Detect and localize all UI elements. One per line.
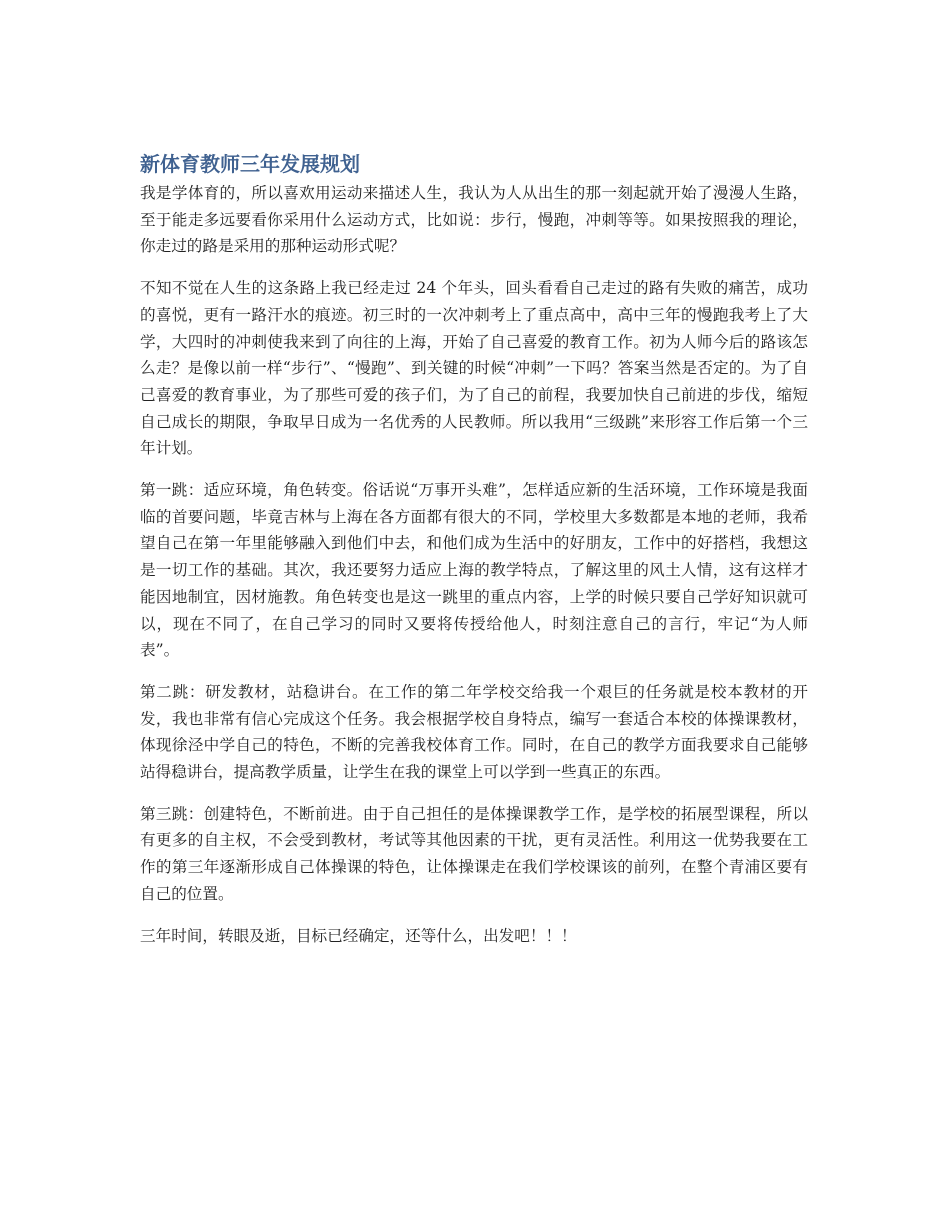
- paragraph-first-jump: 第一跳：适应环境，角色转变。俗话说“万事开头难”，怎样适应新的生活环境，工作环境是我面临的首要问题，毕竟吉林与上海在各方面都有很大的不同，学校里大多数都是本地的老师，我希望自己在第一年里能够融入到他们中去，和他们成为生活中的好朋友，工作中的好搭档，我想这是一切工作的基础。其次，我还要努力适应上海的教学特点，了解这里的风土人情，这有这样才能因地制宜，因材施教。角色转变也是这一跳里的重点内容，上学的时候只要自己学好知识就可以，现在不同了，在自己学习的同时又要将传授给他人，时刻注意自己的言行，牢记“为人师表”。: [140, 481, 808, 660]
- paragraph-background: 不知不觉在人生的这条路上我已经走过 24 个年头，回头看看自己走过的路有失败的痛苦，成功的喜悦，更有一路汗水的痕迹。初三时的一次冲刺考上了重点高中，高中三年的慢跑我考上了大学，大四时的冲刺使我来到了向往的上海，开始了自己喜爱的教育工作。初为人师今后的路该怎么走？是像以前一样“步行”、“慢跑”、到关键的时候“冲刺”一下吗？答案当然是否定的。为了自己喜爱的教育事业，为了那些可爱的孩子们，为了自己的前程，我要加快自己前进的步伐，缩短自己成长的期限，争取早日成为一名优秀的人民教师。所以我用“三级跳”来形容工作后第一个三年计划。: [140, 279, 808, 458]
- document-title: 新体育教师三年发展规划: [140, 152, 360, 176]
- document-body: [140, 150, 808, 964]
- paragraph-intro: 我是学体育的，所以喜欢用运动来描述人生，我认为人从出生的那一刻起就开始了漫漫人生路，至于能走多远要看你采用什么运动方式，比如说：步行，慢跑，冲刺等等。如果按照我的理论，你走过的路是采用的那种运动形式呢？: [140, 184, 808, 256]
- paragraph-third-jump: 第三跳：创建特色，不断前进。由于自己担任的是体操课教学工作，是学校的拓展型课程，所以有更多的自主权，不会受到教材，考试等其他因素的干扰，更有灵活性。利用这一优势我要在工作的第三年逐渐形成自己体操课的特色，让体操课走在我们学校课该的前列，在整个青浦区要有自己的位置。: [140, 804, 808, 903]
- paragraph-second-jump: 第二跳：研发教材，站稳讲台。在工作的第二年学校交给我一个艰巨的任务就是校本教材的开发，我也非常有信心完成这个任务。我会根据学校自身特点，编写一套适合本校的体操课教材，体现徐泾中学自己的特色，不断的完善我校体育工作。同时，在自己的教学方面我要求自己能够站得稳讲台，提高教学质量，让学生在我的课堂上可以学到一些真正的东西。: [140, 682, 808, 782]
- paragraph-conclusion: 三年时间，转眼及逝，目标已经确定，还等什么，出发吧！！！: [140, 926, 577, 945]
